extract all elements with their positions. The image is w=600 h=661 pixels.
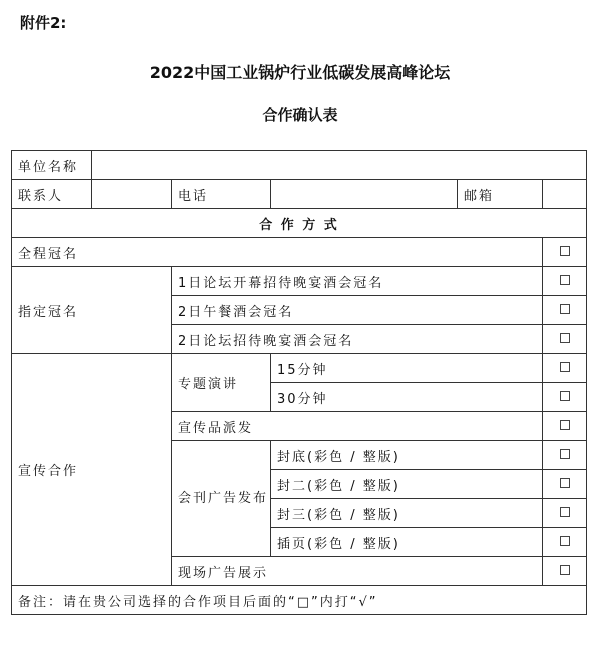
unit-name-row [12,151,587,180]
note-row [12,586,587,615]
materials-checkbox[interactable] [543,412,587,441]
checkbox-icon [560,333,570,343]
checkbox-icon [560,246,570,256]
contact-label: 联系人 [12,180,92,209]
speech-option: 15分钟 [271,354,543,383]
contact-row [12,180,587,209]
speech-label: 专题演讲 [172,354,271,412]
unit-name-field[interactable] [92,151,587,180]
designated-item-checkbox[interactable] [543,267,587,296]
checkbox-icon [560,391,570,401]
speech-option-checkbox[interactable] [543,354,587,383]
designated-item: 2日论坛招待晚宴酒会冠名 [172,325,543,354]
checkbox-icon [560,507,570,517]
full-title-checkbox[interactable] [543,238,587,267]
designated-item-checkbox[interactable] [543,296,587,325]
cooperation-header: 合 作 方 式 [12,209,587,238]
contact-field[interactable] [92,180,172,209]
checkbox-icon [560,275,570,285]
onsite-label: 现场广告展示 [172,557,543,586]
journal-option-checkbox[interactable] [543,441,587,470]
phone-label: 电话 [172,180,271,209]
journal-option: 插页(彩色 / 整版) [271,528,543,557]
journal-option: 封底(彩色 / 整版) [271,441,543,470]
checkbox-icon [560,536,570,546]
full-title-row [12,238,587,267]
phone-field[interactable] [271,180,458,209]
cooperation-form-table [11,150,587,615]
document-subtitle: 合作确认表 [262,106,338,124]
document-title: 2022中国工业锅炉行业低碳发展高峰论坛 [149,63,451,82]
journal-option-checkbox[interactable] [543,499,587,528]
designated-item: 2日午餐酒会冠名 [172,296,543,325]
email-label: 邮箱 [458,180,543,209]
checkbox-icon [560,478,570,488]
unit-name-label: 单位名称 [12,151,92,180]
checkbox-icon [560,420,570,430]
checkbox-icon [560,449,570,459]
publicity-row [12,354,587,383]
attachment-label: 附件2: [20,14,67,32]
designated-label: 指定冠名 [12,267,172,354]
checkbox-icon [560,304,570,314]
note-text: 备注：请在贵公司选择的合作项目后面的“□”内打“√” [12,586,587,615]
materials-label: 宣传品派发 [172,412,543,441]
checkbox-icon [560,362,570,372]
designated-row [12,267,587,296]
publicity-label: 宣传合作 [12,354,172,586]
checkbox-icon [560,565,570,575]
journal-option-checkbox[interactable] [543,528,587,557]
designated-item-checkbox[interactable] [543,325,587,354]
speech-option: 30分钟 [271,383,543,412]
journal-label: 会刊广告发布 [172,441,271,557]
journal-option: 封三(彩色 / 整版) [271,499,543,528]
email-field[interactable] [543,180,587,209]
full-title-label: 全程冠名 [12,238,543,267]
cooperation-header-row [12,209,587,238]
speech-option-checkbox[interactable] [543,383,587,412]
journal-option: 封二(彩色 / 整版) [271,470,543,499]
onsite-checkbox[interactable] [543,557,587,586]
journal-option-checkbox[interactable] [543,470,587,499]
designated-item: 1日论坛开幕招待晚宴酒会冠名 [172,267,543,296]
